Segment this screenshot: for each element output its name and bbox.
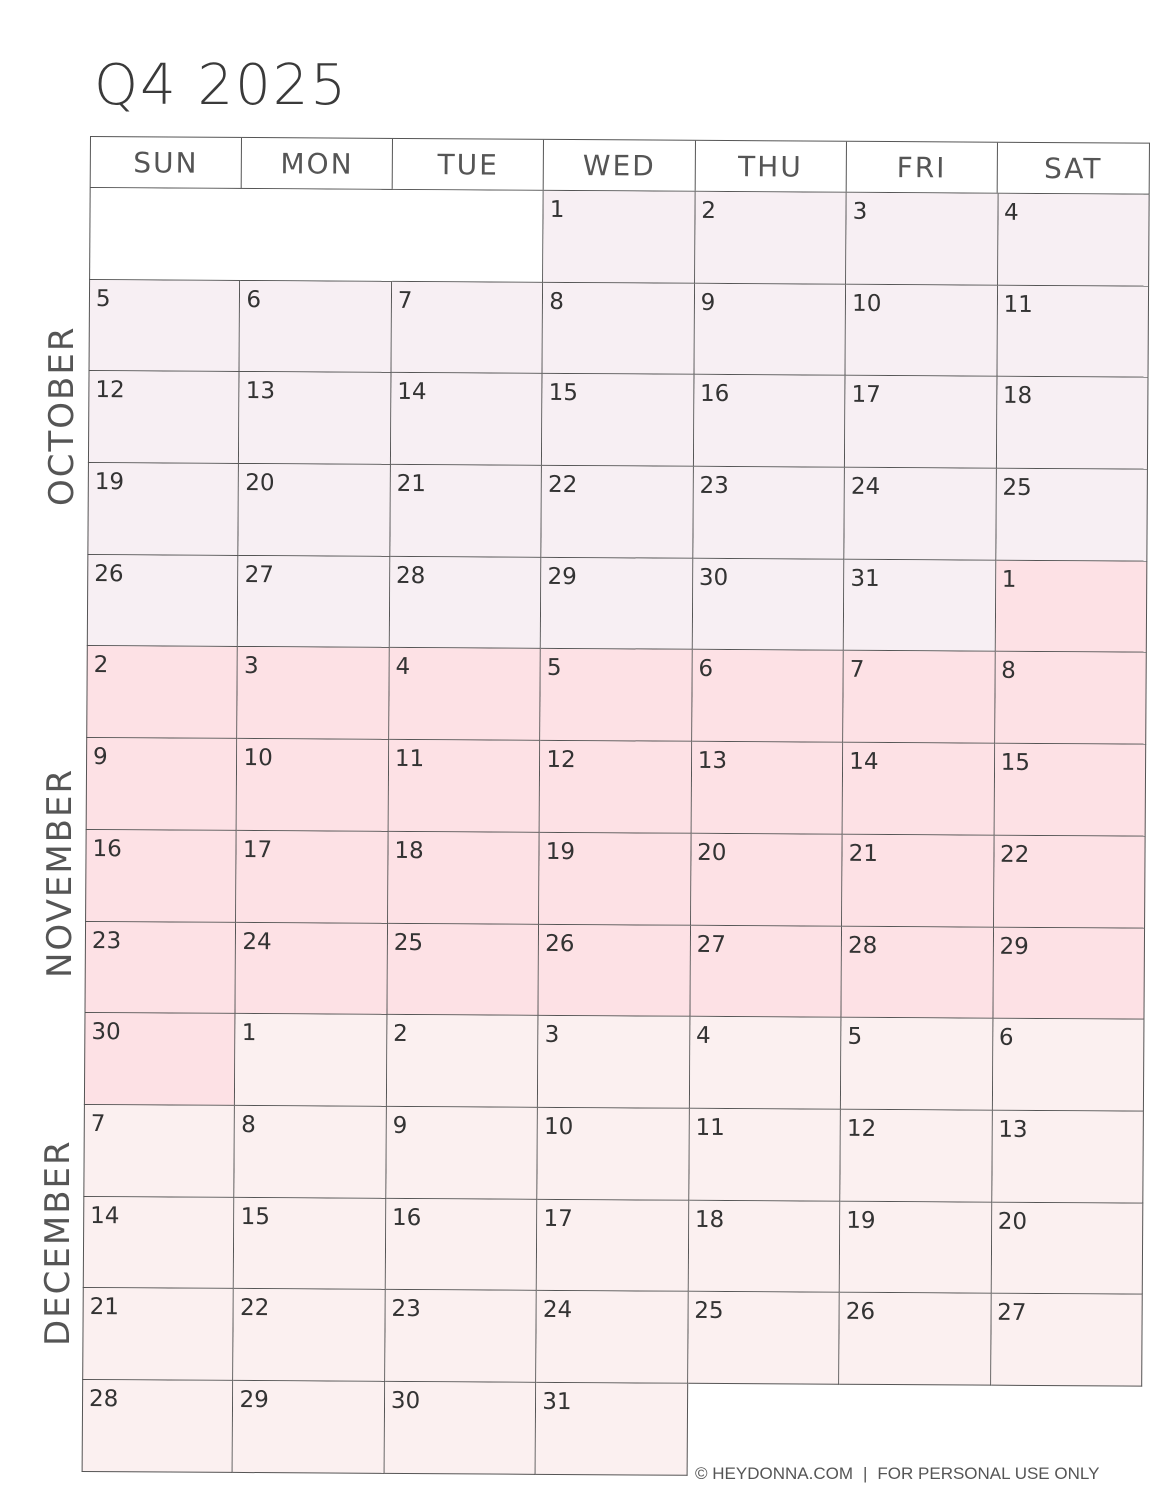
day-cell-dec-6: 6 <box>992 1019 1144 1112</box>
weekday-header-mon: MON <box>242 138 393 189</box>
day-cell-oct-14: 14 <box>391 373 543 466</box>
weekday-header-wed: WED <box>544 140 695 191</box>
day-cell-dec-28: 28 <box>82 1380 234 1473</box>
day-cell-dec-13: 13 <box>992 1111 1144 1204</box>
day-cell-dec-12: 12 <box>840 1110 992 1203</box>
day-cell-oct-20: 20 <box>239 464 391 557</box>
day-cell-nov-5: 5 <box>540 649 692 742</box>
day-cell-dec-15: 15 <box>234 1197 386 1290</box>
day-cell-oct-8: 8 <box>543 283 695 376</box>
day-cell-oct-31: 31 <box>844 559 996 652</box>
day-cell-nov-8: 8 <box>995 652 1147 745</box>
day-cell-nov-6: 6 <box>692 650 844 743</box>
day-cell-dec-31: 31 <box>536 1383 688 1476</box>
day-cell-oct-4: 4 <box>998 194 1150 287</box>
day-cell-oct-3: 3 <box>846 193 998 286</box>
day-cell-nov-13: 13 <box>691 742 843 835</box>
day-cell-dec-2: 2 <box>387 1015 539 1108</box>
day-cell-oct-23: 23 <box>693 467 845 560</box>
day-cell-oct-17: 17 <box>845 376 997 469</box>
day-cell-nov-20: 20 <box>691 834 843 927</box>
day-cell-nov-12: 12 <box>540 741 692 834</box>
day-cell-oct-10: 10 <box>846 284 998 377</box>
footer-separator: | <box>862 1464 868 1483</box>
day-cell-dec-10: 10 <box>538 1108 690 1201</box>
day-cell-nov-24: 24 <box>236 922 388 1015</box>
weekday-header-fri: FRI <box>846 142 997 193</box>
weekday-header-sun: SUN <box>91 137 242 188</box>
day-cell-nov-1: 1 <box>995 560 1147 653</box>
day-cell-dec-1: 1 <box>235 1014 387 1107</box>
footer-note: FOR PERSONAL USE ONLY <box>877 1464 1100 1483</box>
day-cell-dec-20: 20 <box>991 1202 1143 1295</box>
day-cell-dec-4: 4 <box>690 1017 842 1110</box>
day-cell-oct-24: 24 <box>844 468 996 561</box>
day-cell-oct-30: 30 <box>692 559 844 652</box>
day-cell-nov-29: 29 <box>993 927 1145 1020</box>
day-cell-nov-11: 11 <box>388 740 540 833</box>
empty-day-cell <box>241 189 393 282</box>
day-cell-dec-11: 11 <box>689 1109 841 1202</box>
day-grid <box>82 188 1150 1478</box>
month-label-november: NOVEMBER <box>40 767 80 978</box>
day-cell-oct-2: 2 <box>695 192 847 285</box>
day-cell-oct-13: 13 <box>239 372 391 465</box>
day-cell-nov-14: 14 <box>843 743 995 836</box>
day-cell-oct-18: 18 <box>996 377 1148 470</box>
day-cell-nov-10: 10 <box>237 739 389 832</box>
day-cell-dec-25: 25 <box>688 1292 840 1385</box>
day-cell-oct-15: 15 <box>542 374 694 467</box>
day-cell-dec-7: 7 <box>83 1105 235 1198</box>
day-cell-nov-3: 3 <box>238 647 390 740</box>
day-cell-oct-29: 29 <box>541 558 693 651</box>
day-cell-dec-26: 26 <box>839 1293 991 1386</box>
day-cell-dec-21: 21 <box>82 1288 234 1381</box>
day-cell-nov-22: 22 <box>994 836 1146 929</box>
weekday-header-sat: SAT <box>1043 151 1103 185</box>
weekday-header-thu: THU <box>695 141 846 192</box>
day-cell-dec-19: 19 <box>840 1201 992 1294</box>
day-cell-oct-11: 11 <box>997 285 1149 378</box>
day-cell-dec-22: 22 <box>234 1289 386 1382</box>
day-cell-dec-9: 9 <box>386 1107 538 1200</box>
day-cell-oct-27: 27 <box>238 556 390 649</box>
day-cell-nov-4: 4 <box>389 648 541 741</box>
day-cell-nov-28: 28 <box>842 926 994 1019</box>
weekday-header-tue: TUE <box>393 139 544 190</box>
day-cell-dec-14: 14 <box>83 1197 235 1290</box>
day-cell-dec-16: 16 <box>386 1198 538 1291</box>
day-cell-nov-7: 7 <box>843 651 995 744</box>
month-label-december: DECEMBER <box>38 1139 78 1346</box>
day-cell-nov-16: 16 <box>85 830 237 923</box>
day-cell-oct-6: 6 <box>240 281 392 374</box>
day-cell-nov-17: 17 <box>236 831 388 924</box>
empty-day-cell <box>89 188 241 281</box>
day-cell-oct-19: 19 <box>87 463 239 556</box>
day-cell-dec-3: 3 <box>538 1016 690 1109</box>
month-label-october: OCTOBER <box>42 325 82 506</box>
day-cell-oct-21: 21 <box>390 465 542 558</box>
day-cell-dec-27: 27 <box>991 1294 1143 1387</box>
day-cell-oct-5: 5 <box>89 280 241 373</box>
day-cell-dec-5: 5 <box>841 1018 993 1111</box>
calendar-title: Q4 2025 <box>94 53 349 118</box>
footer <box>695 1464 1099 1484</box>
day-cell-dec-18: 18 <box>688 1200 840 1293</box>
day-cell-oct-7: 7 <box>391 282 543 375</box>
quarter-calendar <box>82 136 1150 1478</box>
day-cell-nov-25: 25 <box>387 923 539 1016</box>
day-cell-dec-23: 23 <box>385 1290 537 1383</box>
day-cell-dec-24: 24 <box>536 1291 688 1384</box>
footer-site: © HEYDONNA.COM <box>695 1464 853 1483</box>
day-cell-nov-21: 21 <box>842 835 994 928</box>
day-cell-nov-2: 2 <box>86 646 238 739</box>
day-cell-oct-25: 25 <box>996 469 1148 562</box>
day-cell-nov-30: 30 <box>84 1013 236 1106</box>
day-cell-dec-8: 8 <box>235 1106 387 1199</box>
day-cell-nov-23: 23 <box>84 921 236 1014</box>
day-cell-dec-30: 30 <box>384 1382 536 1475</box>
weekday-header-row <box>90 136 1150 195</box>
day-cell-dec-17: 17 <box>537 1199 689 1292</box>
day-cell-oct-22: 22 <box>542 466 694 559</box>
empty-day-cell <box>392 190 544 283</box>
day-cell-dec-29: 29 <box>233 1381 385 1474</box>
day-cell-nov-9: 9 <box>86 738 238 831</box>
day-cell-nov-26: 26 <box>539 924 691 1017</box>
day-cell-oct-1: 1 <box>543 191 695 284</box>
day-cell-oct-28: 28 <box>390 557 542 650</box>
day-cell-oct-26: 26 <box>87 555 239 648</box>
day-cell-nov-15: 15 <box>994 744 1146 837</box>
day-cell-nov-19: 19 <box>539 833 691 926</box>
day-cell-nov-18: 18 <box>388 832 540 925</box>
day-cell-nov-27: 27 <box>690 925 842 1018</box>
day-cell-oct-9: 9 <box>694 283 846 376</box>
day-cell-oct-16: 16 <box>694 375 846 468</box>
day-cell-oct-12: 12 <box>88 371 240 464</box>
empty-day-cell <box>687 1384 839 1477</box>
